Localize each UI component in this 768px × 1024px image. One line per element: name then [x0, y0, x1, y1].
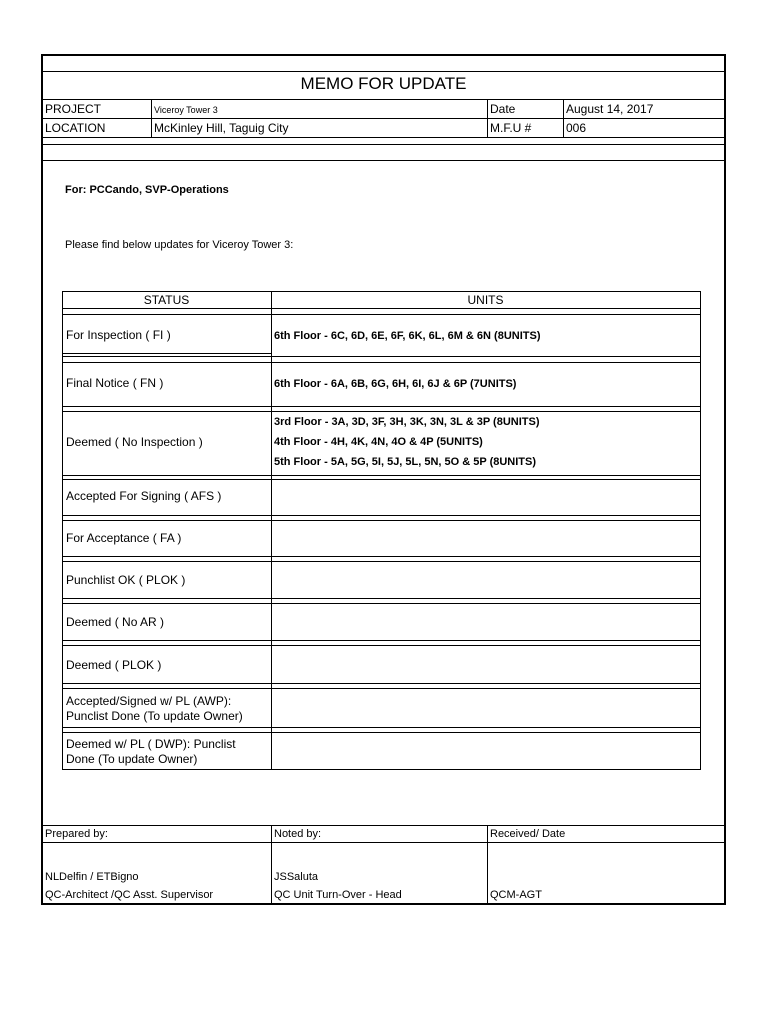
row-rule: [62, 732, 701, 733]
status-deemed-no-inspection: Deemed ( No Inspection ): [66, 435, 203, 449]
row-rule: [62, 406, 701, 407]
row-rule: [62, 603, 701, 604]
status-final-notice: Final Notice ( FN ): [66, 376, 164, 390]
location-label: LOCATION: [45, 121, 106, 135]
header-col-divider-2: [487, 99, 488, 137]
noted-by-label: Noted by:: [274, 828, 322, 840]
title-rule-bottom: [42, 99, 725, 100]
prepared-by-label: Prepared by:: [45, 828, 108, 840]
status-dwp-line-2: Done (To update Owner): [66, 752, 198, 766]
units-deemed-3rd-floor: 3rd Floor - 3A, 3D, 3F, 3H, 3K, 3N, 3L & 3P (8UNITS): [274, 416, 540, 428]
row-rule: [62, 561, 701, 562]
table-border-bottom: [62, 769, 701, 770]
status-for-acceptance: For Acceptance ( FA ): [66, 531, 182, 545]
status-deemed-no-ar: Deemed ( No AR ): [66, 615, 165, 629]
project-label: PROJECT: [45, 102, 102, 116]
units-final-notice: 6th Floor - 6A, 6B, 6G, 6H, 6I, 6J & 6P (7UNITS): [274, 378, 517, 390]
table-border-top: [62, 291, 701, 292]
footer-rule-2: [42, 842, 725, 843]
row-rule: [62, 411, 701, 412]
noted-by-title: QC Unit Turn-Over - Head: [274, 889, 402, 901]
prepared-by-title: QC-Architect /QC Asst. Supervisor: [45, 889, 214, 901]
row-rule: [62, 556, 701, 557]
outer-border-right: [724, 54, 726, 905]
row-rule: [62, 314, 701, 315]
row-rule: [62, 362, 701, 363]
received-date-label: Received/ Date: [490, 828, 566, 840]
date-value: August 14, 2017: [566, 102, 654, 116]
for-line: For: PCCando, SVP-Operations: [65, 184, 229, 196]
title-rule-top: [42, 71, 725, 72]
row-rule: [62, 515, 701, 516]
row-rule: [62, 727, 701, 728]
units-column-header: UNITS: [467, 293, 504, 307]
status-accepted-for-signing: Accepted For Signing ( AFS ): [66, 489, 222, 503]
row-rule: [62, 640, 701, 641]
status-column-header: STATUS: [143, 293, 190, 307]
row-rule: [62, 520, 701, 521]
status-deemed-plok: Deemed ( PLOK ): [66, 658, 162, 672]
row-rule: [62, 479, 701, 480]
units-deemed-5th-floor: 5th Floor - 5A, 5G, 5I, 5J, 5L, 5N, 5O & 5P (8UNITS): [274, 456, 537, 468]
units-deemed-4th-floor: 4th Floor - 4H, 4K, 4N, 4O & 4P (5UNITS): [274, 436, 483, 448]
footer-col-divider-1: [271, 825, 272, 903]
date-label: Date: [490, 102, 516, 116]
outer-border-top: [41, 54, 726, 56]
noted-by-name: JSSaluta: [274, 871, 319, 883]
header-col-divider-1: [151, 99, 152, 137]
location-value: McKinley Hill, Taguig City: [154, 121, 289, 135]
units-for-inspection: 6th Floor - 6C, 6D, 6E, 6F, 6K, 6L, 6M & 6N (8UNITS): [274, 330, 541, 342]
project-value: Viceroy Tower 3: [154, 105, 218, 115]
row-rule: [62, 353, 271, 354]
status-dwp-line-1: Deemed w/ PL ( DWP): Punclist: [66, 737, 236, 751]
footer-rule-top: [42, 825, 725, 826]
status-awp-line-1: Accepted/Signed w/ PL (AWP):: [66, 694, 232, 708]
status-punchlist-ok: Punchlist OK ( PLOK ): [66, 573, 186, 587]
outer-border-bottom: [41, 903, 726, 905]
header-rule-bottom: [42, 137, 725, 138]
spacer-rule-2: [42, 160, 725, 161]
status-awp-line-2: Punclist Done (To update Owner): [66, 709, 243, 723]
received-by-value: QCM-AGT: [490, 889, 542, 901]
mfu-value: 006: [566, 121, 587, 135]
prepared-by-name: NLDelfin / ETBigno: [45, 871, 139, 883]
row-rule: [62, 683, 701, 684]
footer-col-divider-2: [487, 825, 488, 903]
row-rule: [62, 475, 701, 476]
spacer-rule-1: [42, 144, 725, 145]
row-rule: [271, 356, 701, 357]
row-rule: [62, 308, 701, 309]
row-rule: [62, 356, 271, 357]
intro-text: Please find below updates for Viceroy Tower 3:: [65, 239, 294, 251]
header-row-divider: [42, 118, 725, 119]
outer-border-left: [41, 54, 43, 905]
status-for-inspection: For Inspection ( FI ): [66, 328, 171, 342]
memo-title: MEMO FOR UPDATE: [300, 74, 467, 93]
header-col-divider-3: [563, 99, 564, 137]
row-rule: [62, 598, 701, 599]
mfu-label: M.F.U #: [490, 121, 532, 135]
row-rule: [62, 645, 701, 646]
row-rule: [62, 688, 701, 689]
